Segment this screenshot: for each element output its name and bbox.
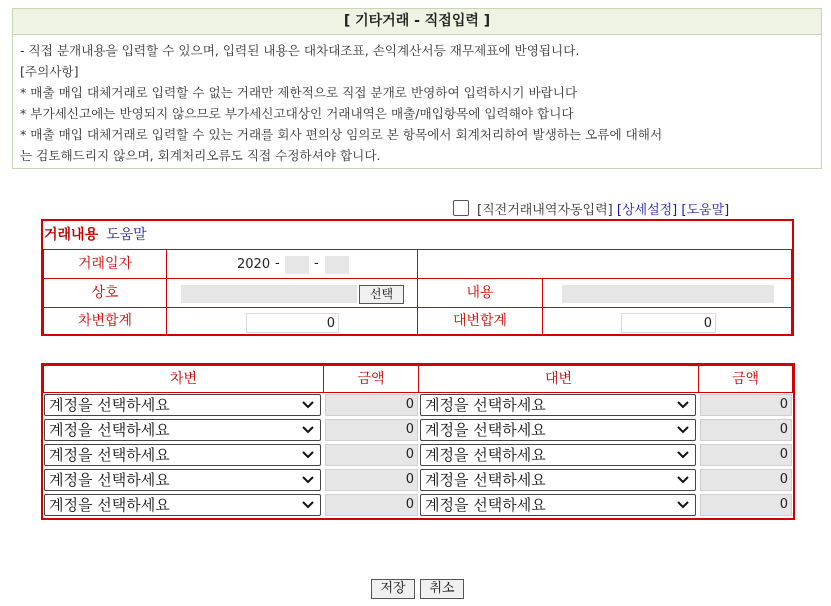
- company-select-button[interactable]: 선택: [359, 285, 404, 304]
- debit-account-select[interactable]: [44, 494, 321, 516]
- date-cell: [166, 249, 418, 279]
- content-cell: [542, 278, 792, 308]
- auto-input-label: [직전거래내역자동입력]: [477, 203, 613, 218]
- chevron-down-icon: [676, 422, 690, 436]
- debit-amount-input-value: 0: [405, 447, 414, 462]
- cancel-button[interactable]: 취소: [420, 579, 464, 599]
- transaction-header: [43, 221, 147, 249]
- notice-line: [주의사항]: [20, 64, 79, 79]
- credit-account-select[interactable]: [420, 494, 696, 516]
- debit-account-select-value: 계정을 선택하세요: [49, 446, 170, 464]
- credit-account-select[interactable]: [420, 394, 696, 416]
- detail-settings-link[interactable]: [상세설정]: [616, 203, 678, 218]
- credit-header: 대변: [418, 365, 699, 393]
- credit-account-select[interactable]: [420, 419, 696, 441]
- credit-account-select-value: 계정을 선택하세요: [425, 496, 546, 514]
- save-button[interactable]: 저장: [371, 579, 415, 599]
- date-year: 2020: [237, 257, 271, 272]
- credit-account-select[interactable]: [420, 469, 696, 491]
- notice-line: * 부가세신고에는 반영되지 않으므로 부가세신고대상인 거래내역은 매출/매입항목에 입력해야 합니다: [20, 106, 574, 121]
- credit-amount-input[interactable]: [700, 419, 792, 441]
- transaction-help-link[interactable]: 도움말: [106, 227, 147, 243]
- date-month-input[interactable]: [285, 256, 309, 274]
- date-label: 거래일자: [43, 249, 167, 279]
- debit-account-select[interactable]: [44, 394, 321, 416]
- credit-amount-input-value: 0: [779, 472, 788, 487]
- debit-amount-input[interactable]: [325, 394, 418, 416]
- auto-input-checkbox[interactable]: [453, 200, 469, 216]
- debit-amount-input-value: 0: [405, 497, 414, 512]
- notice-line: 는 검토해드리지 않으며, 회계처리오류도 직접 수정하셔야 합니다.: [20, 148, 381, 163]
- debit-account-select[interactable]: [44, 469, 321, 491]
- debit-amount-input[interactable]: [325, 419, 418, 441]
- debit-account-select-value: 계정을 선택하세요: [49, 496, 170, 514]
- date-day-input[interactable]: [325, 256, 349, 274]
- transaction-section-label: 거래내용: [44, 227, 99, 243]
- debit-amount-input-value: 0: [405, 472, 414, 487]
- content-label: 내용: [417, 278, 543, 308]
- date-empty-cell: [417, 249, 792, 279]
- transaction-panel: [41, 219, 794, 336]
- credit-amount-input[interactable]: [700, 494, 792, 516]
- debit-account-select[interactable]: [44, 419, 321, 441]
- chevron-down-icon: [301, 472, 315, 486]
- debit-amount-input[interactable]: [325, 494, 418, 516]
- notice-panel: [12, 35, 822, 169]
- credit-account-select-value: 계정을 선택하세요: [425, 421, 546, 439]
- notice-line: * 매출 매입 대체거래로 입력할 수 없는 거래만 제한적으로 직접 분개로 반영하여 입력하시기 바랍니다: [20, 85, 578, 100]
- company-cell: [166, 278, 418, 308]
- debit-amount-input-value: 0: [405, 422, 414, 437]
- options-bar: [453, 199, 729, 218]
- debit-amount-input[interactable]: [325, 469, 418, 491]
- credit-total-label: 대변합계: [417, 307, 543, 336]
- chevron-down-icon: [301, 447, 315, 461]
- credit-amount-input[interactable]: [700, 469, 792, 491]
- notice-line: * 매출 매입 대체거래로 입력할 수 있는 거래를 회사 편의상 임의로 본 항목에서 회계처리하여 발생하는 오류에 대해서: [20, 127, 663, 142]
- page-title: [ 기타거래 - 직접입력 ]: [12, 8, 822, 35]
- debit-total-cell: [166, 307, 418, 336]
- debit-header: 차변: [43, 365, 324, 393]
- debit-amount-input-value: 0: [405, 397, 414, 412]
- chevron-down-icon: [676, 397, 690, 411]
- credit-amount-input[interactable]: [700, 394, 792, 416]
- company-input[interactable]: [181, 285, 357, 303]
- notice-line: - 직접 분개내용을 입력할 수 있으며, 입력된 내용은 대차대조표, 손익계산서등 재무제표에 반영됩니다.: [20, 43, 580, 58]
- chevron-down-icon: [676, 497, 690, 511]
- credit-amount-input[interactable]: [700, 444, 792, 466]
- credit-amount-input-value: 0: [779, 397, 788, 412]
- credit-amount-input-value: 0: [779, 422, 788, 437]
- chevron-down-icon: [301, 397, 315, 411]
- debit-account-select-value: 계정을 선택하세요: [49, 396, 170, 414]
- credit-amount-input-value: 0: [779, 497, 788, 512]
- chevron-down-icon: [676, 447, 690, 461]
- debit-amount-header: 금액: [323, 365, 419, 393]
- credit-amount-input-value: 0: [779, 447, 788, 462]
- journal-entries-table: [41, 363, 795, 520]
- content-input[interactable]: [562, 285, 774, 303]
- credit-account-select[interactable]: [420, 444, 696, 466]
- date-separator: -: [275, 256, 280, 271]
- chevron-down-icon: [676, 472, 690, 486]
- debit-total-label: 차변합계: [43, 307, 167, 336]
- credit-total-field: 0: [621, 313, 716, 333]
- date-separator: -: [314, 256, 319, 271]
- help-link[interactable]: [도움말]: [681, 203, 730, 218]
- debit-amount-input[interactable]: [325, 444, 418, 466]
- chevron-down-icon: [301, 422, 315, 436]
- credit-amount-header: 금액: [698, 365, 793, 393]
- chevron-down-icon: [301, 497, 315, 511]
- credit-account-select-value: 계정을 선택하세요: [425, 396, 546, 414]
- debit-account-select[interactable]: [44, 444, 321, 466]
- credit-account-select-value: 계정을 선택하세요: [425, 446, 546, 464]
- company-label: 상호: [43, 278, 167, 308]
- credit-total-cell: [542, 307, 792, 336]
- debit-total-field: 0: [246, 313, 339, 333]
- debit-account-select-value: 계정을 선택하세요: [49, 471, 170, 489]
- debit-account-select-value: 계정을 선택하세요: [49, 421, 170, 439]
- credit-account-select-value: 계정을 선택하세요: [425, 471, 546, 489]
